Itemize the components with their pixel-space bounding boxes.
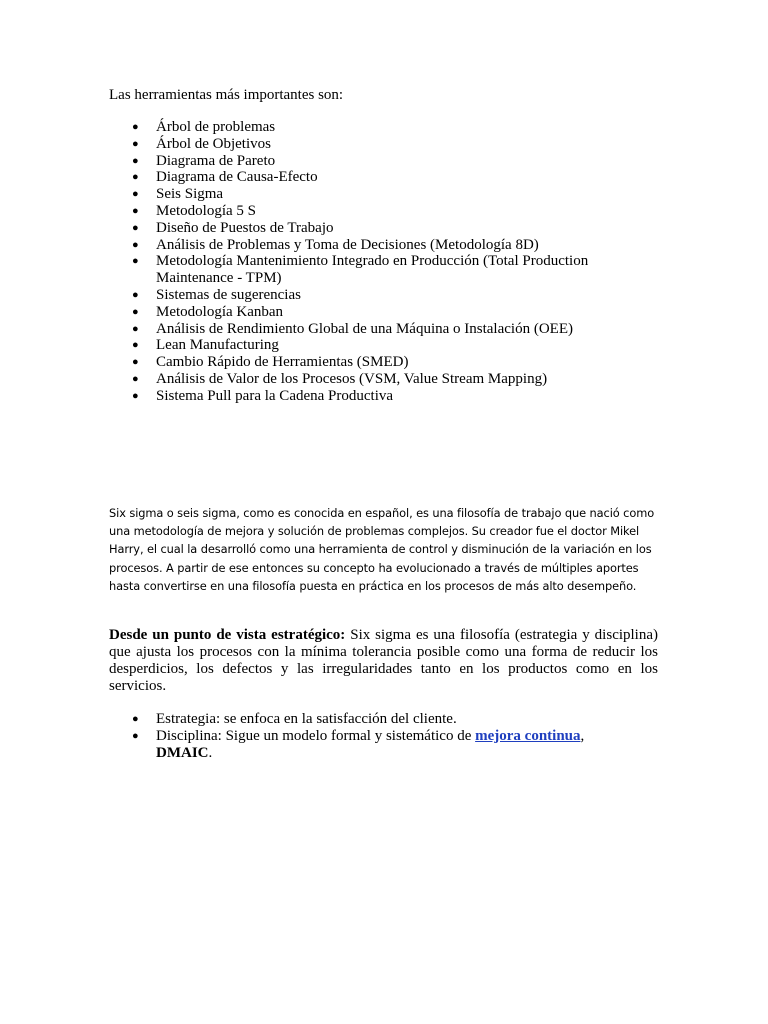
- list-item: [109, 287, 669, 304]
- bullet-icon: ●: [132, 154, 139, 167]
- comma: ,: [580, 728, 585, 744]
- list-item-text: Sistemas de sugerencias: [156, 286, 301, 303]
- list-item-text: Análisis de Valor de los Procesos (VSM, Value Stream Mapping): [156, 370, 548, 387]
- list-item: [109, 253, 669, 287]
- list-item-text: Análisis de Problemas y Toma de Decisiones (Metodología 8D): [156, 236, 539, 253]
- list-item: [109, 186, 669, 203]
- strategic-text: Six sigma es una filosofía (estrategia y disciplina) que ajusta los procesos con la mínima tolerancia posible como una forma de reducir los desperdicios, los defectos y las irregularidades tanto en los productos como en los servicios.: [109, 627, 659, 694]
- list-item: [109, 136, 669, 153]
- list-item-text: Metodología 5 S: [156, 202, 256, 219]
- bullet-icon: ●: [132, 171, 139, 184]
- list-item: [109, 304, 669, 321]
- list-item: [109, 388, 669, 405]
- list-item: [109, 354, 669, 371]
- list-item-text: Árbol de problemas: [156, 119, 276, 135]
- bullet-icon: ●: [132, 288, 139, 301]
- list-item: [109, 321, 669, 338]
- list-item-text: Seis Sigma: [156, 186, 224, 203]
- list-item: [109, 119, 669, 136]
- bullet-icon: ●: [132, 204, 139, 217]
- list-item-text: Árbol de Objetivos: [156, 135, 271, 152]
- list-item: [109, 203, 669, 220]
- list-item-text: Diagrama de Pareto: [156, 152, 276, 169]
- mejora-continua-link[interactable]: mejora continua: [475, 728, 581, 744]
- bullet-icon: ●: [132, 255, 139, 268]
- six-sigma-paragraph: Six sigma o seis sigma, como es conocida en español, es una filosofía de trabajo que nació como una metodología de mejora y solución de problemas complejos. Su creador fue el doctor Mikel Harry, el cual la desarrolló como una herramienta de control y disminución de la variación en los procesos. A partir de ese entonces su concepto ha evolucionado a través de múltiples aportes hasta convertirse en una filosofía puesta en práctica en los procesos de más alto desempeño.: [109, 506, 655, 593]
- bullet-icon: ●: [132, 713, 139, 725]
- bullet-icon: ●: [132, 372, 139, 385]
- list-item: [109, 711, 669, 728]
- strategic-lead: Desde un punto de vista estratégico:: [109, 627, 346, 643]
- intro-text: Las herramientas más importantes son:: [109, 87, 344, 103]
- bullet-icon: ●: [132, 356, 139, 369]
- tools-list: [109, 119, 669, 405]
- list-item: [109, 153, 669, 170]
- bullet-icon: ●: [132, 137, 139, 150]
- dmaic-text: DMAIC: [156, 745, 209, 761]
- list-item: [109, 371, 669, 388]
- list-item-text: Cambio Rápido de Herramientas (SMED): [156, 354, 409, 371]
- bullet-icon: ●: [132, 188, 139, 201]
- list-item-text-continuation: Maintenance - TPM): [156, 270, 282, 287]
- bullet-icon: ●: [132, 389, 139, 402]
- bullet-icon: ●: [132, 339, 139, 352]
- list-item: [109, 169, 669, 186]
- list-item: [109, 728, 669, 762]
- list-item-text: Lean Manufacturing: [156, 337, 279, 354]
- bullet-icon: ●: [132, 322, 139, 335]
- disciplina-text: Disciplina: Sigue un modelo formal y sistemático de: [156, 728, 476, 744]
- list-item-text: Sistema Pull para la Cadena Productiva: [156, 387, 394, 404]
- list-item-text: Diagrama de Causa-Efecto: [156, 169, 318, 186]
- list-item-text: Metodología Kanban: [156, 303, 284, 320]
- list-item-text: Metodología Mantenimiento Integrado en Producción (Total Production: [156, 253, 589, 270]
- list-item: [109, 337, 669, 354]
- six-sigma-bullets: [109, 711, 669, 762]
- bullet-icon: ●: [132, 305, 139, 318]
- list-item-text: Análisis de Rendimiento Global de una Máquina o Instalación (OEE): [156, 320, 573, 337]
- list-item: [109, 237, 669, 254]
- list-item: [109, 220, 669, 237]
- bullet-icon: ●: [132, 238, 139, 251]
- period: .: [208, 745, 213, 761]
- bullet-icon: ●: [132, 730, 139, 742]
- estrategia-text: Estrategia: se enfoca en la satisfacción del cliente.: [156, 711, 457, 727]
- list-item-text: Diseño de Puestos de Trabajo: [156, 219, 334, 236]
- bullet-icon: ●: [132, 221, 139, 234]
- strategic-paragraph: [109, 627, 658, 695]
- bullet-icon: ●: [132, 121, 139, 133]
